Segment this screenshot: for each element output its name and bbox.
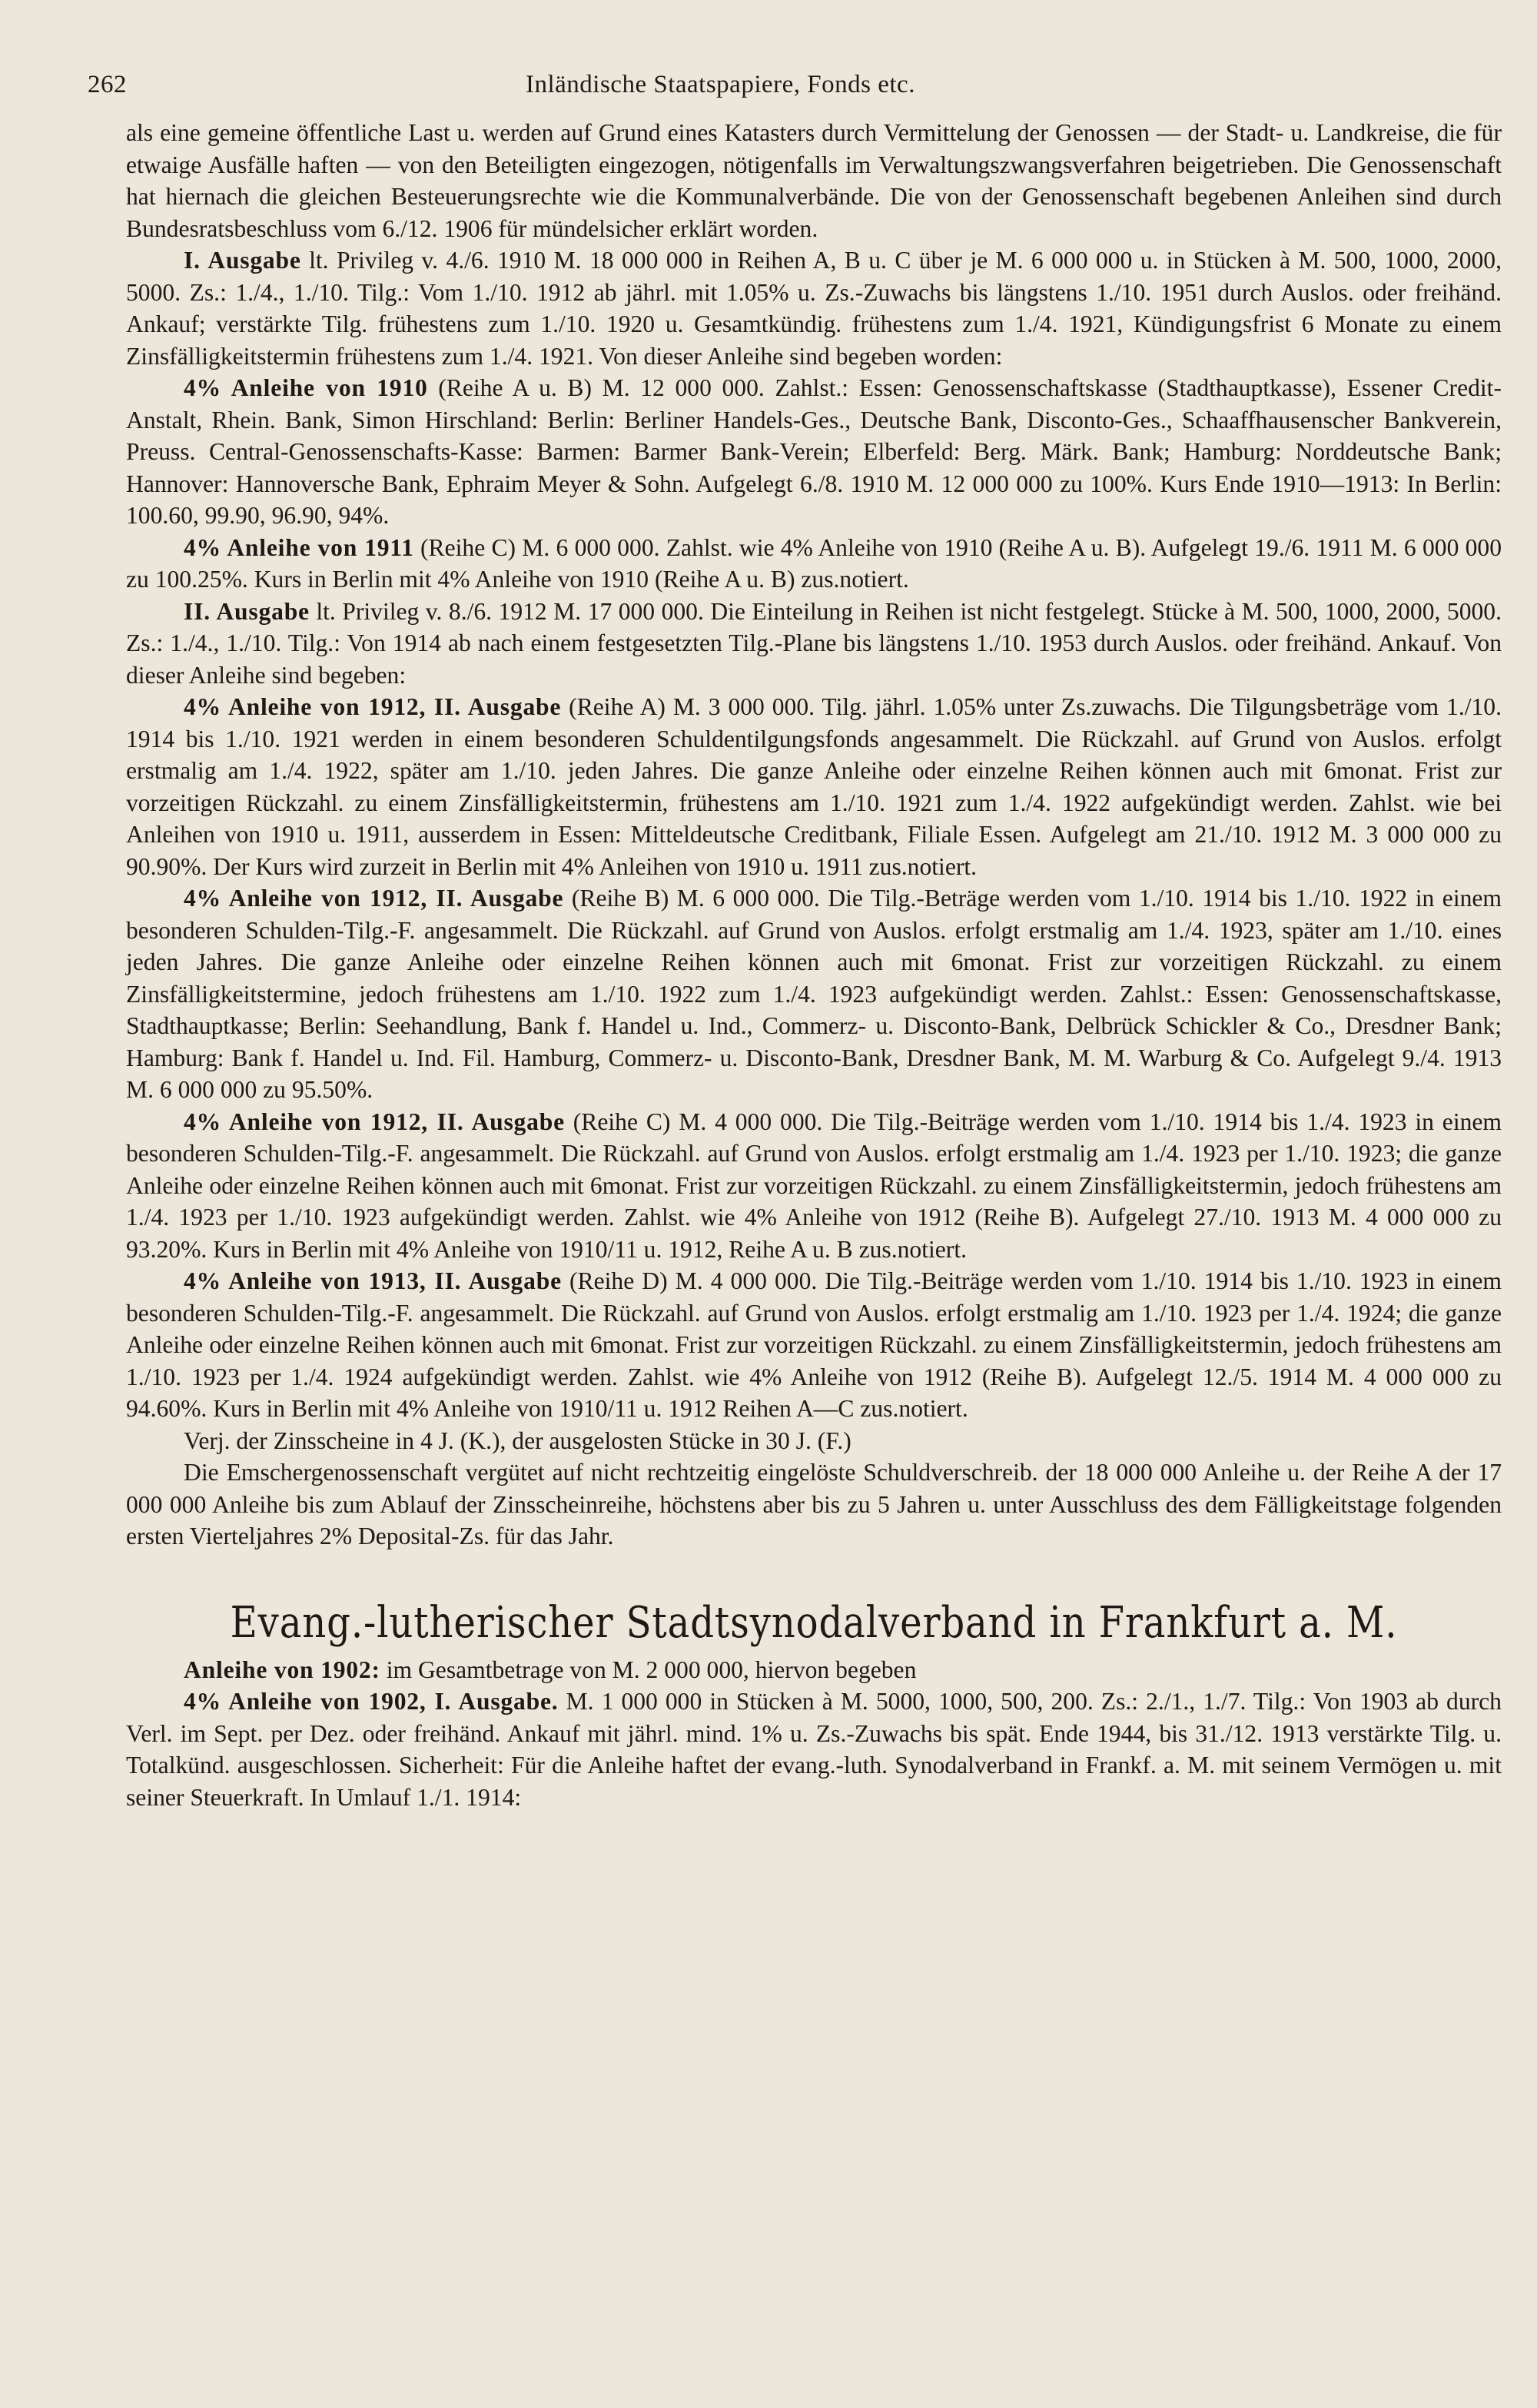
paragraph-heading: 4% Anleihe von 1912, II. Ausgabe <box>184 693 562 720</box>
page-number: 262 <box>88 71 127 98</box>
paragraph-heading: Anleihe von 1902: <box>184 1656 380 1683</box>
paragraph-heading: 4% Anleihe von 1912, II. Ausgabe <box>184 885 564 912</box>
running-title: Inländische Staatspapiere, Fonds etc. <box>526 71 915 98</box>
paragraph-anleihe-1912-reihe-b: 4% Anleihe von 1912, II. Ausgabe (Reihe B) M. 6 000 000. Die Tilg.-Beträge werden vom 1./10. 1914 bis 1./10. 1922 in einem besonderen Schulden-Tilg.-F. angesammelt. Die Rückzahl. auf Grund von Auslos. erfolgt erstmalig am 1./4. 1923, später am 1./10. eines jeden Jahres. Die ganze Anleihe oder einzelne Reihen können auch mit 6monat. Frist zur vorzeitigen Rückzahl. zu einem Zinsfälligkeitstermine, jedoch frühestens am 1./10. 1922 zum 1./4. 1923 aufgekündigt werden. Zahlst.: Essen: Genossenschaftskasse, Stadthauptkasse; Berlin: Seehandlung, Bank f. Handel u. Ind., Commerz- u. Disconto-Bank, Delbrück Schickler & Co., Dresdner Bank; Hamburg: Bank f. Handel u. Ind. Fil. Hamburg, Commerz- u. Disconto-Bank, Dresdner Bank, M. M. Warburg & Co. Aufgelegt 9./4. 1913 M. 6 000 000 zu 95.50%. <box>126 885 1502 1103</box>
paragraph-ausgabe-1: I. Ausgabe lt. Privileg v. 4./6. 1910 M. 18 000 000 in Reihen A, B u. C über je M. 6 000 000 u. in Stücken à M. 500, 1000, 2000, 5000. Zs.: 1./4., 1./10. Tilg.: Vom 1./10. 1912 ab jährl. mit 1.05% u. Zs.-Zuwachs bis längstens 1./10. 1951 durch Auslos. oder freihänd. Ankauf; verstärkte Tilg. frühestens zum 1./10. 1920 u. Gesamtkündig. frühestens zum 1./4. 1921, Kündigungsfrist 6 Monate zu einem Zinsfälligkeitstermin frühestens zum 1./4. 1921. Von dieser Anleihe sind begeben worden: <box>126 247 1502 370</box>
running-head <box>88 71 1502 117</box>
section-title: Evang.-lutherischer Stadtsynodalverband in Frankfurt a. M. <box>230 1597 1398 1648</box>
paragraph-anleihe-1902: Anleihe von 1902: im Gesamtbetrage von M. 2 000 000, hiervon begeben <box>184 1656 917 1683</box>
paragraph-anleihe-1912-reihe-a: 4% Anleihe von 1912, II. Ausgabe (Reihe A) M. 3 000 000. Tilg. jährl. 1.05% unter Zs.zuwachs. Die Tilgungsbeträge vom 1./10. 1914 bis 1./10. 1921 werden in einem besonderen Schuldentilgungsfonds angesammelt. Die Rückzahl. auf Grund von Auslos. erfolgt erstmalig am 1./4. 1922, später am 1./10. jeden Jahres. Die ganze Anleihe oder einzelne Reihen können auch mit 6monat. Frist zur vorzeitigen Rückzahl. zu einem Zinsfälligkeitstermin, frühestens am 1./10. 1921 zum 1./4. 1922 aufgekündigt werden. Zahlst. wie bei Anleihen von 1910 u. 1911, ausserdem in Essen: Mitteldeutsche Creditbank, Filiale Essen. Aufgelegt am 21./10. 1912 M. 3 000 000 zu 90.90%. Der Kurs wird zurzeit in Berlin mit 4% Anleihen von 1910 u. 1911 zus.notiert. <box>126 693 1502 880</box>
paragraph-heading: 4% Anleihe von 1911 <box>184 533 414 561</box>
paragraph-heading: 4% Anleihe von 1902, I. Ausgabe. <box>184 1688 559 1715</box>
paragraph-heading: 4% Anleihe von 1912, II. Ausgabe <box>184 1108 565 1135</box>
document-page <box>88 71 1502 2392</box>
paragraph-heading: 4% Anleihe von 1913, II. Ausgabe <box>184 1267 562 1294</box>
paragraph-anleihe-1911: 4% Anleihe von 1911 (Reihe C) M. 6 000 000. Zahlst. wie 4% Anleihe von 1910 (Reihe A u. B). Aufgelegt 19./6. 1911 M. 6 000 000 zu 100.25%. Kurs in Berlin mit 4% Anleihe von 1910 (Reihe A u. B) zus.notiert. <box>126 533 1502 593</box>
paragraph-heading: 4% Anleihe von 1910 <box>184 374 428 401</box>
paragraph-heading: II. Ausgabe <box>184 597 310 625</box>
paragraph-anleihe-1910: 4% Anleihe von 1910 (Reihe A u. B) M. 12 000 000. Zahlst.: Essen: Genossenschaftskasse (Stadthauptkasse), Essener Credit-Anstalt, Rhein. Bank, Simon Hirschland: Berlin: Berliner Handels-Ges., Deutsche Bank, Disconto-Ges., Schaaffhausenscher Bankverein, Preuss. Central-Genossenschafts-Kasse: Barmen: Barmer Bank-Verein; Elberfeld: Berg. Märk. Bank; Hamburg: Norddeutsche Bank; Hannover: Hannoversche Bank, Ephraim Meyer & Sohn. Aufgelegt 6./8. 1910 M. 12 000 000 zu 100%. Kurs Ende 1910—1913: In Berlin: 100.60, 99.90, 96.90, 94%. <box>126 374 1502 529</box>
paragraph-depositalzinsen: Die Emschergenossenschaft vergütet auf nicht rechtzeitig eingelöste Schuldverschreib. der 18 000 000 Anleihe u. der Reihe A der 17 000 000 Anleihe bis zum Ablauf der Zinsscheinreihe, höchstens aber bis zu 5 Jahren u. unter Ausschluss des dem Fälligkeitstage folgenden ersten Vierteljahres 2% Deposital-Zs. für das Jahr. <box>126 1459 1502 1549</box>
paragraph-verjaehrung: Verj. der Zinsscheine in 4 J. (K.), der ausgelosten Stücke in 30 J. (F.) <box>184 1427 851 1454</box>
paragraph-anleihe-1912-reihe-c: 4% Anleihe von 1912, II. Ausgabe (Reihe C) M. 4 000 000. Die Tilg.-Beiträge werden vom 1./10. 1914 bis 1./4. 1923 in einem besonderen Schulden-Tilg.-F. angesammelt. Die Rückzahl. auf Grund von Auslos. erfolgt erstmalig am 1./4. 1923 per 1./10. 1923; die ganze Anleihe oder einzelne Reihen können auch mit 6monat. Frist zur vorzeitigen Rückzahl. zu einem Zinsfälligkeitstermin, jedoch frühestens am 1./4. 1923 per 1./10. 1923 aufgekündigt werden. Zahlst. wie 4% Anleihe von 1912 (Reihe B). Aufgelegt 27./10. 1913 M. 4 000 000 zu 93.20%. Kurs in Berlin mit 4% Anleihe von 1910/11 u. 1912, Reihe A u. B zus.notiert. <box>126 1108 1502 1263</box>
paragraph-anleihe-1913-reihe-d: 4% Anleihe von 1913, II. Ausgabe (Reihe D) M. 4 000 000. Die Tilg.-Beiträge werden vom 1./10. 1914 bis 1./10. 1923 in einem besonderen Schulden-Tilg.-F. angesammelt. Die Rückzahl. auf Grund von Auslos. erfolgt erstmalig am 1./10. 1923 per 1./4. 1924; die ganze Anleihe oder einzelne Reihen können auch mit 6monat. Frist zur vorzeitigen Rückzahl. zu einem Zinsfälligkeitstermin, jedoch frühestens am 1./10. 1923 per 1./4. 1924 aufgekündigt werden. Zahlst. wie 4% Anleihe von 1912 (Reihe B). Aufgelegt 12./5. 1914 M. 4 000 000 zu 94.60%. Kurs in Berlin mit 4% Anleihe von 1910/11 u. 1912 Reihen A—C zus.notiert. <box>126 1267 1502 1422</box>
paragraph-heading: I. Ausgabe <box>184 247 301 274</box>
paragraph-ausgabe-2: II. Ausgabe lt. Privileg v. 8./6. 1912 M. 17 000 000. Die Einteilung in Reihen ist nicht festgelegt. Stücke à M. 500, 1000, 2000, 5000. Zs.: 1./4., 1./10. Tilg.: Von 1914 ab nach einem festgesetzten Tilg.-Plane bis längstens 1./10. 1953 durch Auslos. oder freihänd. Ankauf. Von dieser Anleihe sind begeben: <box>126 597 1502 689</box>
paragraph-genossenschaft-intro: als eine gemeine öffentliche Last u. werden auf Grund eines Katasters durch Vermittelung der Genossen — der Stadt- u. Landkreise, die für etwaige Ausfälle haften — von den Beteiligten eingezogen, nötigenfalls im Verwaltungszwangsverfahren beigetrieben. Die Genossenschaft hat hiernach die gleichen Besteuerungsrechte wie die Kommunalverbände. Die von der Genossenschaft begebenen Anleihen sind durch Bundesratsbeschluss vom 6./12. 1906 für mündelsicher erklärt worden. <box>126 119 1502 242</box>
paragraph-anleihe-1902-ausgabe-1: 4% Anleihe von 1902, I. Ausgabe. M. 1 000 000 in Stücken à M. 5000, 1000, 500, 200. Zs.: 2./1., 1./7. Tilg.: Von 1903 ab durch Verl. im Sept. per Dez. oder freihänd. Ankauf mit jährl. mind. 1% u. Zs.-Zuwachs bis spät. Ende 1944, bis 31./12. 1913 verstärkte Tilg. u. Totalkünd. ausgeschlossen. Sicherheit: Für die Anleihe haftet der evang.-luth. Synodalverband in Frankf. a. M. mit seinem Vermögen u. mit seiner Steuerkraft. In Umlauf 1./1. 1914: <box>126 1688 1502 1811</box>
